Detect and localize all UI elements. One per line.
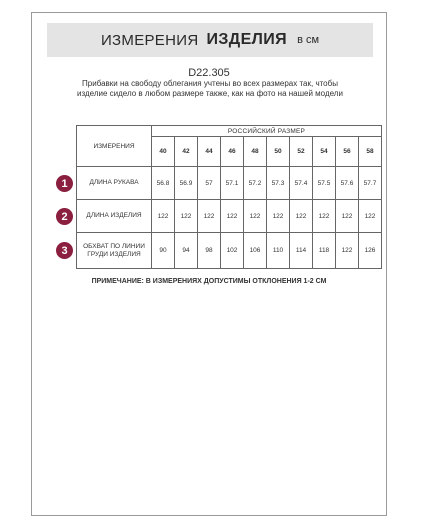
row-label: ОБХВАТ ПО ЛИНИИ ГРУДИ ИЗДЕЛИЯ [77,233,152,269]
value-cell: 106 [244,233,267,269]
row-label: ДЛИНА ИЗДЕЛИЯ [77,200,152,233]
measurements-header: ИЗМЕРЕНИЯ [77,126,152,167]
title-measurements: ИЗМЕРЕНИЯ [100,31,199,49]
value-cell: 102 [221,233,244,269]
intro-note: Прибавки на свободу облегания учтены во всех размерах так, чтобы изделие сидело в любом размере также, как на фото на нашей модели [77,79,343,98]
value-cell: 94 [175,233,198,269]
table-row-chest-girth [77,233,382,269]
size-chart-sheet [31,12,387,516]
size-system-header: РОССИЙСКИЙ РАЗМЕР [152,126,382,137]
value-cell: 122 [198,200,221,233]
value-cell: 114 [290,233,313,269]
size-header-cell: 56 [336,137,359,167]
size-header-cell: 40 [152,137,175,167]
value-cell: 57.6 [336,167,359,200]
value-cell: 90 [152,233,175,269]
size-header-cell: 52 [290,137,313,167]
size-table [76,125,382,269]
table-row-garment-length [77,200,382,233]
tolerance-note: ПРИМЕЧАНИЕ: В ИЗМЕРЕНИЯХ ДОПУСТИМЫ ОТКЛОНЕНИЯ 1-2 СМ [91,278,327,285]
value-cell: 57.2 [244,167,267,200]
value-cell: 110 [267,233,290,269]
value-cell: 57.5 [313,167,336,200]
title-units: в см [297,34,320,46]
size-header-cell: 46 [221,137,244,167]
table-row-sleeve-length [77,167,382,200]
value-cell: 122 [336,200,359,233]
value-cell: 122 [221,200,244,233]
badge-2: 2 [56,208,73,225]
value-cell: 56.8 [152,167,175,200]
value-cell: 57.1 [221,167,244,200]
value-cell: 57.3 [267,167,290,200]
badge-1: 1 [56,175,73,192]
value-cell: 56.9 [175,167,198,200]
value-cell: 122 [359,200,382,233]
value-cell: 126 [359,233,382,269]
value-cell: 122 [313,200,336,233]
title-banner [47,23,373,57]
value-cell: 122 [244,200,267,233]
row-label: ДЛИНА РУКАВА [77,167,152,200]
badge-3: 3 [56,242,73,259]
size-header-cell: 48 [244,137,267,167]
value-cell: 57.7 [359,167,382,200]
size-header-cell: 50 [267,137,290,167]
value-cell: 57 [198,167,221,200]
value-cell: 122 [152,200,175,233]
value-cell: 98 [198,233,221,269]
value-cell: 118 [313,233,336,269]
title-product: ИЗДЕЛИЯ [206,31,288,48]
product-code: D22.305 [188,67,230,79]
size-header-cell: 42 [175,137,198,167]
value-cell: 122 [290,200,313,233]
value-cell: 122 [336,233,359,269]
value-cell: 57.4 [290,167,313,200]
size-header-cell: 44 [198,137,221,167]
value-cell: 122 [267,200,290,233]
size-header-cell: 58 [359,137,382,167]
size-header-cell: 54 [313,137,336,167]
value-cell: 122 [175,200,198,233]
